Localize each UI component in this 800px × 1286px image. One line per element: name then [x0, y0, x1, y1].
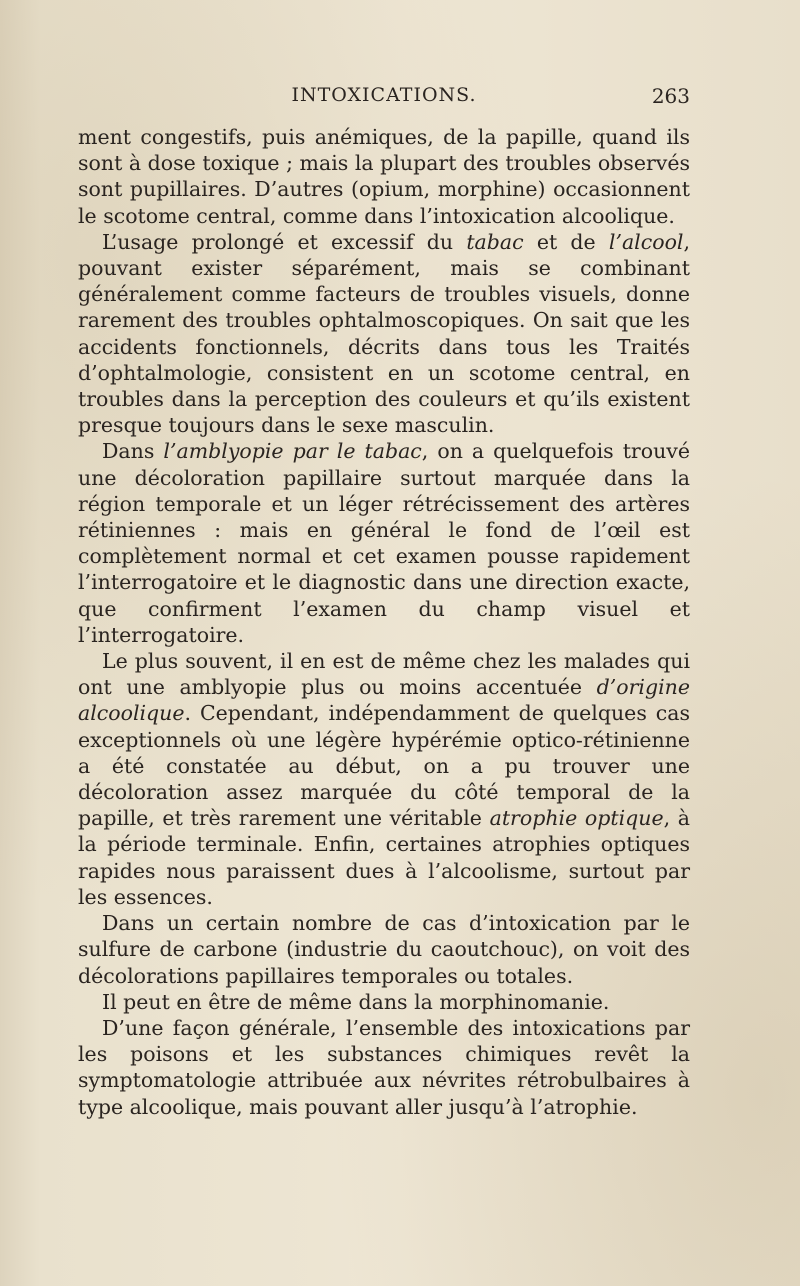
page-number: 263 — [651, 84, 690, 108]
paragraph-3-segment-1: Dans — [102, 439, 164, 464]
paragraph-2-italic-tabac: tabac — [466, 229, 524, 254]
body-text — [78, 124, 690, 1120]
paragraph-2-segment-1: L’usage prolongé et excessif du — [102, 229, 467, 254]
paragraph-3-segment-3: , on a quelquefois trouvé une décoloration papillaire surtout marquée dans la région temporale et un léger rétrécissement des artères rétiniennes : mais en général le fond de l’œil est complètement normal et cet examen pousse rapidement l’interrogatoire et le diagnostic dans une direction exacte, que confirment l’examen du champ visuel et l’interrogatoire. — [78, 439, 690, 647]
paragraph-2-segment-5: , pouvant exister séparément, mais se combinant généralement comme facteurs de troubles visuels, donne rarement des troubles ophtalmoscopiques. On sait que les accidents fonctionnels, décrits dans tous les Traités d’ophtalmologie, consistent en un scotome central, en troubles dans la perception des couleurs et qu’ils existent presque toujours dans le sexe masculin. — [78, 229, 690, 438]
paragraph-4-segment-5: , à la période terminale. Enfin, certaines atrophies optiques rapides nous paraissent dues à l’alcoolisme, surtout par les essences. — [78, 806, 690, 909]
page-header — [78, 82, 690, 112]
paragraph-2 — [78, 229, 690, 439]
paragraph-4-italic-atrophie: atrophie optique — [489, 806, 664, 831]
running-head: INTOXICATIONS. — [291, 84, 477, 106]
paragraph-3 — [78, 438, 690, 648]
paragraph-4-italic-origine: d’origine alcoolique — [78, 675, 690, 726]
paragraph-4 — [78, 648, 690, 910]
paragraph-5 — [78, 910, 690, 989]
paragraph-7-segment-1: D’une façon générale, l’ensemble des intoxications par les poisons et les substances chimiques revêt la symptomatologie attribuée aux névrites rétrobulbaires à type alcoolique, mais pouvant aller jusqu’à l’atrophie. — [78, 1015, 690, 1119]
paragraph-1 — [78, 124, 690, 229]
paragraph-5-segment-1: Dans un certain nombre de cas d’intoxication par le sulfure de carbone (industrie du caoutchouc), on voit des décolorations papillaires temporales ou totales. — [78, 911, 690, 988]
paragraph-4-segment-3: . Cependant, indépendamment de quelques cas exceptionnels où une légère hypérémie optico-rétinienne a été constatée au début, on a pu trouver une décoloration assez marquée du côté temporal de la papille, et très rarement une véritable — [78, 701, 690, 831]
paragraph-3-italic-amblyopie: l’amblyopie par le tabac — [163, 439, 422, 464]
paragraph-6 — [78, 989, 690, 1015]
paragraph-4-segment-1: Le plus souvent, il en est de même chez les malades qui ont une amblyopie plus ou moins accentuée — [78, 649, 690, 700]
paragraph-7 — [78, 1015, 690, 1120]
paragraph-2-segment-3: et de — [523, 229, 609, 254]
paragraph-6-segment-1: Il peut en être de même dans la morphinomanie. — [102, 989, 610, 1014]
paragraph-2-italic-alcool: l’alcool — [608, 229, 684, 254]
paragraph-1-segment-1: ment congestifs, puis anémiques, de la papille, quand ils sont à dose toxique ; mais la plupart des troubles observés sont pupillaires. D’autres (opium, morphine) occasionnent le scotome central, comme dans l’intoxication alcoolique. — [78, 125, 690, 228]
